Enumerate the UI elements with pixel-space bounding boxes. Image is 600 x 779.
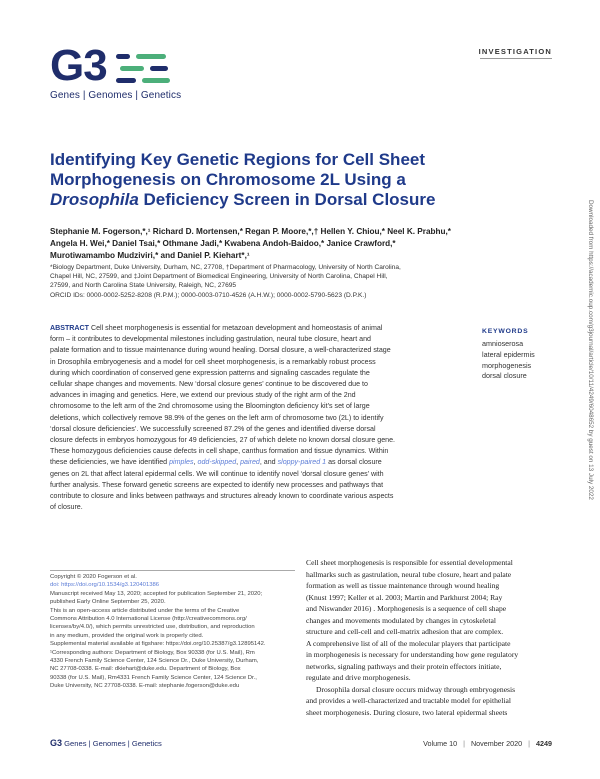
body-line: sheet morphogenesis. During closure, two lateral epidermal sheets [306,707,508,717]
abstract-line: genes on 2L that affect lateral epidermal cells. We will continue to identify novel ‘dorsal closure genes’ with [50,469,384,478]
body-line: and Niswander 2016) . Morphogenesis is a sequence of cell shape [306,604,507,613]
header-divider [480,58,552,59]
keyword-item: morphogenesis [482,360,532,370]
abstract-line: cellular shape changes and movements. New ‘dorsal closure genes’ continue to be discovered due to [50,380,368,389]
author-line-2: Angela H. Wei,* Daniel Tsai,* Othmane Jadi,* Kwabena Andoh-Baidoo,* Janice Crawford,* [50,238,396,248]
keywords-list [482,339,562,382]
body-line: A comprehensive list of all of the molecular players that participate [306,638,511,648]
abstract-line: advances in imaging and genetics. Here, we extend our previous study of the right arm of the 2nd [50,391,356,400]
affiliations [50,263,490,300]
author-line-3: Murotiwamambo Mudziviri,* and Daniel P. Kiehart*,¹ [50,250,250,260]
abstract-line: form – it contributes to developmental milestones including gastrulation, neural tube closure, heart and [50,335,371,344]
article-info-line: published Early Online September 25, 2020. [50,599,166,606]
article-title [50,150,470,210]
abstract-line: in Drosophila embryogenesis and a model for cell sheet morphogenesis, is a remarkably robust process [50,357,376,366]
keyword-item: lateral epidermis [482,349,535,359]
corresponding-author-line: Duke University, NC 27708-0338. E-mail: stephanie.fogerson@duke.edu [50,683,240,690]
article-info-line: licenses/by/4.0/), which permits unrestricted use, distribution, and reproduction [50,624,255,631]
footer-date: November 2020 [470,739,523,748]
title-line-3-rest: Deficiency Screen in Dorsal Closure [138,190,436,209]
body-text [306,557,554,718]
footer-logo-text: G3 [50,738,63,748]
corresponding-author-line: 4330 French Family Science Center, 124 Science Dr., Duke University, Durham, [50,658,259,665]
abstract-line: chromosome to the left arm of the 2nd chromosome using the Bloomington deficiency kit’s set of large [50,402,370,411]
corresponding-author-line: ¹Corresponding authors: Department of Biology, Box 90338 (for U.S. Mail), Rm [50,649,255,656]
abstract-line: closure defects in embryos homozygous for 49 deficiencies, 27 of which delete no known dorsal closure gene. [50,436,396,445]
download-note-text: Downloaded from https://academic.oup.com/g3journal/article/10/11/4249/6048652 by guest on 13 July 2022 [587,200,594,500]
doi-link[interactable]: doi: https://doi.org/10.1534/g3.120401386 [50,582,160,589]
abstract-line: These homozygous deficiencies cause defects in cell shape, canthus formation and tissue dynamics. Within [50,447,389,456]
body-line: Cell sheet morphogenesis is responsible for essential developmental [306,558,513,567]
article-info-line: in any medium, provided the original work is properly cited. [50,632,204,639]
journal-logo-subtitle: Genes | Genomes | Genetics [50,90,182,101]
article-info-line: Manuscript received May 13, 2020; accepted for publication September 21, 2020; [50,590,263,597]
gene-link-paired[interactable]: paired [240,458,260,467]
body-line: changes and movements modulated by changes in cytoskeletal [306,615,496,625]
article-info [50,573,295,691]
body-line: regulate and drive morphogenesis. [306,673,411,682]
body-line: Drosophila dorsal closure occurs midway through embryogenesis [316,684,516,694]
abstract-line: deletions, which collectively remove 98.9% of the genes on the left arm of chromosome two (2L) to identify [50,413,384,422]
body-line: hallmarks such as gastrulation, neural tube closure, heart and palate [306,569,512,579]
download-note [586,200,596,620]
body-line: networks, signaling pathways and their protein effectors initiate, [306,661,502,671]
abstract-line: contribute to closure and links between pathways and structures already known to coordinate various aspects [50,492,394,501]
journal-logo [50,41,182,106]
title-italic-species: Drosophila [50,190,139,209]
article-info-divider [50,570,295,571]
abstract-line-gene-links: these deficiencies, we have identified pimples, odd-skipped, paired, and sloppy-paired 1 as dorsal closure [50,458,382,467]
keywords-heading: KEYWORDS [482,328,529,335]
section-label: INVESTIGATION [478,47,552,56]
body-line: structure and cell-cell and cell-matrix adhesion that are complex. [306,627,504,636]
affiliation-line-2: Chapel Hill, NC, 27599, and ‡Joint Department of Biomedical Engineering, University of North Carolina, Chapel Hill, [50,273,388,281]
body-line: formation as well as tissue maintenance through wound healing [306,581,500,590]
footer-logo-subtitle: Genes | Genomes | Genetics [64,739,162,748]
copyright: Copyright © 2020 Fogerson et al. [50,574,137,580]
abstract-line: ABSTRACT Cell sheet morphogenesis is essential for metazoan development and homeostasis of animal [50,324,383,332]
abstract-line: palate formation and to tissue maintenance during wound healing. Dorsal closure, a well-characterized stage [50,346,391,355]
abstract-heading: ABSTRACT [50,324,90,332]
title-line-3 [50,190,470,210]
footer-volume: Volume 10 [423,739,458,748]
title-line-1: Identifying Key Genetic Regions for Cell Sheet [50,150,426,169]
abstract-line: ‘dorsal closure deficiencies’. We successfully screened 87.2% of the genes and identified diverse dorsal [50,424,376,433]
body-line: in morphogenesis is necessary for understanding how gene regulatory [306,650,519,659]
affiliation-line-3: 27599, and North Carolina State University, Raleigh, NC, 27695 [50,282,237,290]
corresponding-author-line: 90338 (for U.S. Mail), Rm4331 French Family Science Center, 124 Science Dr., [50,674,257,681]
orcid-ids: ORCID IDs: 0000-0002-5252-8208 (R.P.M.); 0000-0003-0710-4526 (A.H.W.); 0000-0002-5790-5623 (D.P.K.) [50,291,367,299]
body-line: (Knust 1997; Keller et al. 2003; Martin and Parkhurst 2004; Ray [306,592,503,602]
gene-link-odd-skipped[interactable]: odd-skipped [197,458,237,467]
gene-link-sloppy-paired-1[interactable]: sloppy-paired 1 [277,458,327,467]
page-number: 4249 [536,739,552,748]
body-line: and provides a well-characterized and tractable model for epithelial [306,696,511,705]
license-link[interactable]: Commons Attribution 4.0 International License (http://creativecommons.org/ [50,616,247,623]
affiliation-line-1: *Biology Department, Duke University, Durham, NC, 27708, †Department of Pharmacology, University of North Carolina, [50,264,401,271]
supplemental-link[interactable]: Supplemental material available at figshare: https://doi.org/10.25387/g3.12895142. [50,641,266,648]
title-line-2: Morphogenesis on Chromosome 2L Using a [50,170,406,189]
journal-logo-text: G3 [50,41,107,90]
abstract [50,323,460,513]
corresponding-author-line: NC 27708-0338. E-mail: dkiehart@duke.edu. Department of Biology, Box [50,666,241,673]
author-list [50,226,490,261]
keyword-item: amnioserosa [482,339,524,348]
footer-page-info: Volume 10 | November 2020 | 4249 [423,739,552,748]
footer-logo [50,738,162,748]
gene-link-pimples[interactable]: pimples [169,458,194,467]
abstract-line: of closure. [50,503,83,512]
journal-logo-mark-icon [116,52,176,86]
keyword-item: dorsal closure [482,371,527,381]
author-line-1: Stephanie M. Fogerson,*,¹ Richard D. Mortensen,* Regan P. Moore,*,† Hellen Y. Chiou,* Neel K. Prabhu,* [50,227,451,236]
abstract-line: further analysis. These forward genetic screens are expected to identify new processes and pathways that [50,480,384,489]
article-info-line: This is an open-access article distributed under the terms of the Creative [50,607,240,614]
abstract-line: during which coordination of conserved gene expression patterns and signaling cascades regulate the [50,368,370,377]
